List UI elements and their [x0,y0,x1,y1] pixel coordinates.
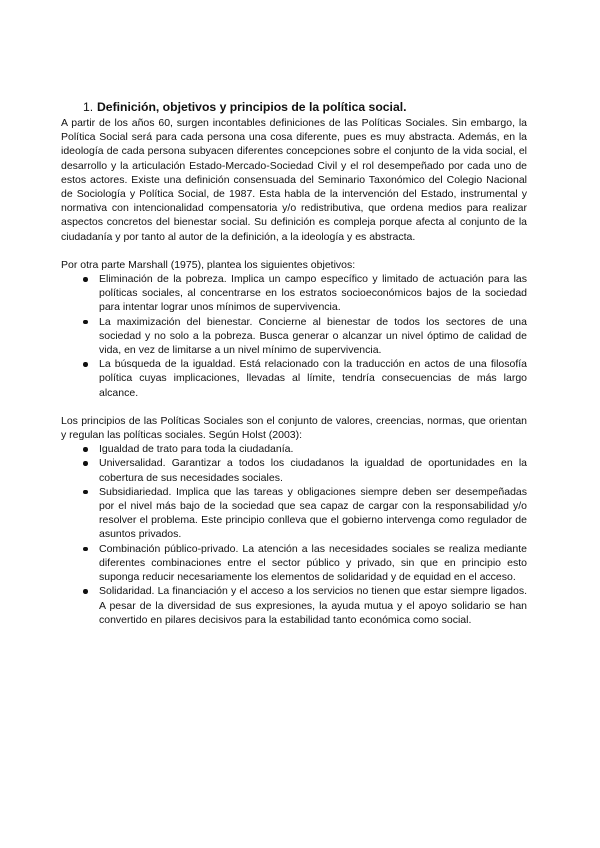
objectives-intro: Por otra parte Marshall (1975), plantea los siguientes objetivos: [61,258,356,271]
list-item: Eliminación de la pobreza. Implica un campo específico y limitado de actuación para las políticas sociales, al concentrarse en los estratos socioeconómicos bajos de la sociedad para intentar lograr unos mínimos de supervivencia. [83,272,527,315]
bullet-icon [83,589,88,594]
intro-paragraph: A partir de los años 60, surgen incontables definiciones de las Políticas Sociales. Sin embargo, la Política Social será para cada persona una cosa diferente, pues es muy abstracta. Además, en la ideología de cada persona subyacen diferentes concepciones sobre el conjunto de la vida social, el desarrollo y la articulación Estado-Mercado-Sociedad Civil y el rol desempeñado por cada uno de estos actores. Existe una definición consensuada del Seminario Taxonómico del Colegio Nacional de Sociología y Política Social, de 1987. Esta habla de la intervención del Estado, instrumental y normativa con intencionalidad compensatoria y/o redistributiva, que ordena medios para realizar aspectos concretos del bienestar social. Su definición es compleja porque afecta al conjunto de la ciudadanía y por tanto al autor de la definición, a la ideología y es abstracta. [61,117,527,243]
list-item: Subsidiariedad. Implica que las tareas y obligaciones siempre deben ser desempeñadas por el nivel más bajo de la sociedad que sea capaz de cargar con la responsabilidad y/o resolver el problema. Este principio conlleva que el gobierno intervenga como regulador de asuntos privados. [83,485,527,542]
list-item: Combinación público-privado. La atención a las necesidades sociales se realiza mediante diferentes combinaciones entre el sector público y privado, sin que en principio esto suponga reducir necesariamente los elementos de solidaridad y de equidad en el acceso. [83,542,527,585]
bullet-icon [83,490,88,495]
bullet-icon [83,362,88,367]
document-page [61,100,527,627]
section-number: 1. [83,100,94,114]
bullet-icon [83,461,88,466]
section-heading [61,100,527,115]
list-item: La búsqueda de la igualdad. Está relacionado con la traducción en actos de una filosofía política cuyas implicaciones, llevadas al límite, tendría consecuencias de más largo alcance. [83,357,527,400]
section-title: Definición, objetivos y principios de la política social. [97,100,407,114]
bullet-icon [83,277,88,282]
principles-list [61,442,527,627]
list-item: La maximización del bienestar. Concierne al bienestar de todos los sectores de una sociedad y no solo a la pobreza. Busca generar o alcanzar un nivel óptimo de calidad de vida, en vez de limitarse a un nivel mínimo de supervivencia. [83,315,527,358]
bullet-icon [83,320,88,325]
bullet-icon [83,547,88,552]
list-item: Universalidad. Garantizar a todos los ciudadanos la igualdad de oportunidades en la cobertura de sus necesidades sociales. [83,456,527,484]
list-item: Solidaridad. La financiación y el acceso a los servicios no tienen que estar siempre ligados. A pesar de la diversidad de sus expresiones, la ayuda mutua y el apoyo solidario se han convertido en pilares decisivos para la estabilidad tanto económica como social. [83,584,527,627]
list-item: Igualdad de trato para toda la ciudadanía. [83,442,527,456]
objectives-list [61,272,527,400]
principles-intro: Los principios de las Políticas Sociales son el conjunto de valores, creencias, normas, que orientan y regulan las políticas sociales. Según Holst (2003): [61,414,527,442]
bullet-icon [83,447,88,452]
